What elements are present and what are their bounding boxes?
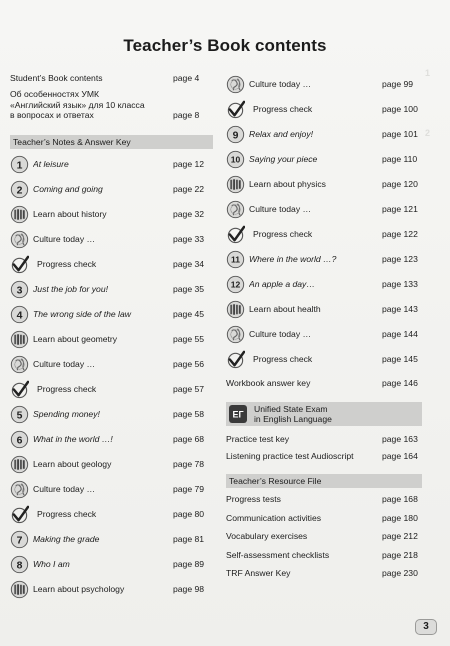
unit-number-icon (10, 530, 29, 549)
umk-line: Об особенностях УМК (10, 89, 100, 99)
contents-entry[interactable] (226, 549, 422, 561)
unit-number-icon (226, 125, 245, 144)
contents-entry[interactable] (10, 154, 213, 174)
page-ref: page 33 (173, 234, 205, 244)
entry-label: Relax and enjoy! (249, 129, 314, 139)
contents-entry[interactable] (10, 254, 213, 274)
contents-entry[interactable] (10, 279, 213, 299)
page-ref: page 89 (173, 559, 205, 569)
entry-label: Who I am (33, 559, 70, 569)
checkmark-icon (10, 380, 29, 399)
globe-icon (10, 230, 29, 249)
entry-icon (226, 350, 245, 369)
contents-entry[interactable] (226, 450, 422, 462)
page-ref: page 22 (173, 184, 205, 194)
page-ref: page 55 (173, 334, 205, 344)
page-ref: page 164 (382, 451, 418, 461)
entry-icon (10, 230, 29, 249)
svg-text:4: 4 (16, 309, 23, 321)
entry-label: Learn about geometry (33, 334, 118, 344)
entry-label: Where in the world …? (249, 254, 337, 264)
entry-label: Learn about geology (33, 459, 112, 469)
page-ref: page 34 (173, 259, 205, 269)
svg-text:12: 12 (230, 279, 241, 290)
globe-icon (10, 480, 29, 499)
entry-label: Culture today … (249, 204, 312, 214)
entry-icon (10, 280, 29, 299)
unit-number-icon (10, 430, 29, 449)
page-ref: page 98 (173, 584, 205, 594)
entry-icon (226, 125, 245, 144)
entry-icon (10, 155, 29, 174)
page-ref: page 212 (382, 531, 418, 541)
checkmark-icon (226, 225, 245, 244)
contents-entry[interactable] (10, 454, 213, 474)
svg-text:EГ: EГ (232, 409, 244, 420)
contents-entry[interactable] (226, 224, 422, 244)
entry-icon (10, 380, 29, 399)
svg-text:11: 11 (230, 254, 241, 265)
books-icon (10, 455, 29, 474)
entry-icon (10, 405, 29, 424)
entry-icon (10, 255, 29, 274)
books-icon (10, 330, 29, 349)
entry-label: Progress check (37, 384, 97, 394)
entry-icon (10, 555, 29, 574)
unit-number-icon (226, 150, 245, 169)
page-ref: page 32 (173, 209, 205, 219)
entry-icon (10, 530, 29, 549)
entry-label: Practice test key (226, 434, 290, 444)
page-ref: page 100 (382, 104, 418, 114)
contents-entry[interactable] (10, 379, 213, 399)
books-icon (10, 205, 29, 224)
entry-icon (226, 250, 245, 269)
ege-title-line: Unified State Exam (254, 404, 328, 414)
entry-label: Spending money! (33, 409, 100, 419)
trf-header: Teacher’s Resource File (226, 474, 422, 488)
page-ref: page 80 (173, 509, 205, 519)
entry-label: Saying your piece (249, 154, 318, 164)
contents-entry[interactable] (10, 179, 213, 199)
globe-icon (226, 200, 245, 219)
bleed-through-mark: 1 (425, 68, 431, 78)
svg-text:7: 7 (16, 534, 23, 546)
svg-text:9: 9 (232, 129, 239, 141)
ege-title-line: in English Language (254, 414, 332, 424)
entry-icon (10, 505, 29, 524)
contents-entry[interactable] (226, 274, 422, 294)
svg-text:8: 8 (16, 559, 23, 571)
entry-icon (10, 205, 29, 224)
entry-label: Making the grade (33, 534, 100, 544)
contents-entry[interactable] (10, 504, 213, 524)
page-ref: page 68 (173, 434, 205, 444)
entry-label: Coming and going (33, 184, 103, 194)
entry-icon (226, 225, 245, 244)
page-ref: page 4 (173, 73, 200, 83)
entry-label: Culture today … (249, 79, 312, 89)
unit-number-icon (10, 405, 29, 424)
page-ref: page 81 (173, 534, 205, 544)
entry-label: What in the world …! (33, 434, 113, 444)
entry-label: Learn about history (33, 209, 107, 219)
svg-text:3: 3 (16, 284, 23, 296)
contents-entry[interactable] (226, 149, 422, 169)
entry-icon (10, 480, 29, 499)
unit-number-icon (10, 305, 29, 324)
page-ref: page 56 (173, 359, 205, 369)
entry-label: Progress check (253, 229, 313, 239)
entry-icon (226, 175, 245, 194)
page-ref: page 58 (173, 409, 205, 419)
page-ref: page 144 (382, 329, 418, 339)
contents-entry[interactable] (10, 479, 213, 499)
contents-entry[interactable] (10, 204, 213, 224)
page-ref: page 168 (382, 494, 418, 504)
entry-label: Learn about physics (249, 179, 326, 189)
entry-icon (226, 325, 245, 344)
contents-entry[interactable] (226, 74, 422, 94)
contents-entry[interactable] (226, 324, 422, 344)
entry-label: Culture today … (33, 234, 96, 244)
checkmark-icon (226, 100, 245, 119)
entry-label: Self-assessment checklists (226, 549, 330, 560)
books-icon (226, 175, 245, 194)
page-ref: page 8 (173, 110, 200, 120)
page-title: Teacher’s Book contents (123, 36, 327, 55)
unit-number-icon (226, 250, 245, 269)
students-book-row[interactable] (10, 72, 213, 84)
contents-entry[interactable] (226, 174, 422, 194)
page-ref: page 12 (173, 159, 205, 169)
workbook-row[interactable] (226, 377, 422, 389)
page-ref: page 78 (173, 459, 205, 469)
students-book-label: Student’s Book contents (10, 73, 103, 83)
contents-entry[interactable] (10, 579, 213, 599)
page-ref: page 45 (173, 309, 205, 319)
unit-number-icon (226, 275, 245, 294)
page-ref: page 230 (382, 568, 418, 578)
entry-label: Culture today … (33, 484, 96, 494)
entry-label: TRF Answer Key (226, 568, 291, 578)
page-ref: page 146 (382, 378, 418, 388)
page-ref: page 110 (382, 154, 418, 164)
svg-text:2: 2 (16, 184, 23, 196)
page-ref: page 79 (173, 484, 205, 494)
checkmark-icon (10, 505, 29, 524)
entry-label: Learn about psychology (33, 584, 125, 594)
entry-label: Communication activities (226, 512, 322, 523)
globe-icon (226, 75, 245, 94)
contents-entry[interactable] (10, 529, 213, 549)
umk-entry[interactable] (10, 89, 213, 121)
contents-entry[interactable] (10, 429, 213, 449)
svg-text:1: 1 (16, 159, 23, 171)
entry-label: At leisure (33, 159, 69, 169)
contents-entry[interactable] (226, 349, 422, 369)
contents-entry[interactable] (226, 493, 422, 505)
entry-icon (10, 430, 29, 449)
entry-label: The wrong side of the law (33, 309, 131, 319)
unit-number-icon (10, 155, 29, 174)
contents-entry[interactable] (226, 299, 422, 319)
unit-number-icon (10, 280, 29, 299)
page-number: 3 (415, 619, 437, 635)
page-ref: page 57 (173, 384, 205, 394)
svg-text:6: 6 (16, 434, 23, 446)
umk-line: в вопросах и ответах (10, 110, 94, 120)
books-icon (226, 300, 245, 319)
page-ref: page 133 (382, 279, 418, 289)
page-ref: page 121 (382, 204, 418, 214)
workbook-label: Workbook answer key (226, 378, 311, 388)
unit-number-icon (10, 180, 29, 199)
entry-icon (226, 275, 245, 294)
contents-entry[interactable] (226, 249, 422, 269)
entry-label: An apple a day… (249, 279, 315, 289)
page-ref: page 180 (382, 512, 418, 523)
entry-label: Listening practice test Audioscript (226, 451, 354, 461)
contents-entry[interactable] (226, 433, 422, 445)
contents-entry[interactable] (10, 404, 213, 424)
unit-number-icon (10, 555, 29, 574)
globe-icon (226, 325, 245, 344)
entry-icon (10, 180, 29, 199)
ege-header (226, 402, 422, 426)
entry-icon (226, 150, 245, 169)
ege-logo-icon (228, 404, 248, 424)
contents-entry[interactable] (226, 530, 422, 542)
checkmark-icon (10, 255, 29, 274)
contents-entry[interactable] (226, 199, 422, 219)
entry-icon (226, 75, 245, 94)
entry-icon (10, 355, 29, 374)
entry-label: Culture today … (33, 359, 96, 369)
bleed-through-mark: 2 (425, 128, 431, 138)
entry-icon (226, 100, 245, 119)
contents-entry[interactable] (10, 304, 213, 324)
page-ref: page 35 (173, 284, 205, 294)
entry-label: Learn about health (249, 304, 321, 314)
entry-label: Just the job for you! (33, 284, 108, 294)
entry-label: Culture today … (249, 329, 312, 339)
entry-label: Progress check (37, 259, 97, 269)
page-ref: page 143 (382, 304, 418, 314)
contents-entry[interactable] (10, 329, 213, 349)
entry-icon (10, 305, 29, 324)
contents-entry[interactable] (226, 124, 422, 144)
entry-label: Vocabulary exercises (226, 531, 308, 541)
umk-line: «Английский язык» для 10 класса (10, 99, 145, 110)
contents-entry[interactable] (226, 567, 422, 579)
svg-text:10: 10 (230, 154, 241, 165)
entry-label: Progress check (253, 104, 313, 114)
entry-label: Progress tests (226, 494, 281, 504)
entry-icon (226, 200, 245, 219)
globe-icon (10, 355, 29, 374)
page-ref: page 99 (382, 79, 414, 89)
entry-icon (10, 330, 29, 349)
contents-entry[interactable] (226, 512, 422, 524)
page-ref: page 123 (382, 254, 418, 264)
page-ref: page 122 (382, 229, 418, 239)
entry-icon (10, 580, 29, 599)
contents-entry[interactable] (10, 554, 213, 574)
checkmark-icon (226, 350, 245, 369)
page-ref: page 120 (382, 179, 418, 189)
entry-label: Progress check (253, 354, 313, 364)
page-ref: page 163 (382, 434, 418, 444)
teachers-notes-header: Teacher’s Notes & Answer Key (10, 135, 213, 149)
svg-text:5: 5 (16, 409, 23, 421)
books-icon (10, 580, 29, 599)
contents-entry[interactable] (226, 99, 422, 119)
page-ref: page 218 (382, 549, 418, 560)
contents-entry[interactable] (10, 354, 213, 374)
entry-icon (226, 300, 245, 319)
entry-icon (10, 455, 29, 474)
page-ref: page 101 (382, 129, 418, 139)
page-ref: page 145 (382, 354, 418, 364)
entry-label: Progress check (37, 509, 97, 519)
contents-entry[interactable] (10, 229, 213, 249)
